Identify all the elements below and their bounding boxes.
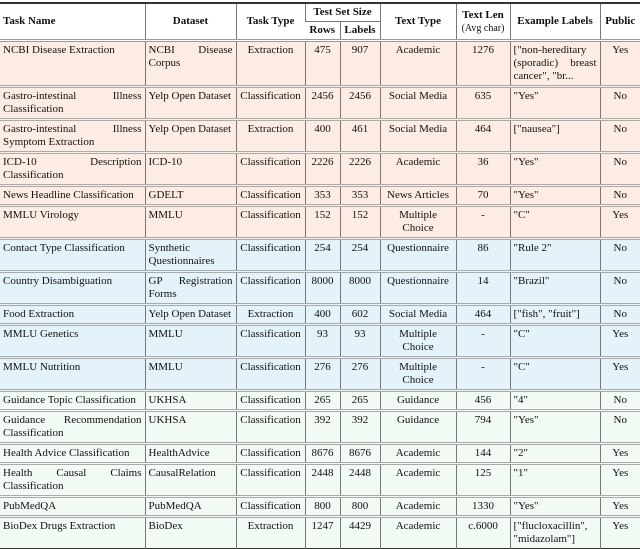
task-type-cell: Classification xyxy=(236,391,305,411)
rows-cell: 2456 xyxy=(305,87,340,120)
header-text-len-sub: (Avg char) xyxy=(461,22,505,34)
text-type-cell: Academic xyxy=(380,153,456,186)
dataset-cell: Synthetic Questionnaires xyxy=(145,239,236,272)
rows-cell: 400 xyxy=(305,305,340,325)
header-example-labels: Example Labels xyxy=(510,3,600,41)
task-type-cell: Classification xyxy=(236,358,305,391)
rows-cell: 8000 xyxy=(305,272,340,305)
public-cell: Yes xyxy=(600,358,640,391)
text-len-cell: 456 xyxy=(456,391,510,411)
text-len-cell: 70 xyxy=(456,186,510,206)
header-text-len xyxy=(456,3,510,41)
public-cell: No xyxy=(600,272,640,305)
text-type-cell: Academic xyxy=(380,41,456,87)
text-len-cell: 464 xyxy=(456,305,510,325)
example-labels-cell: ["nausea"] xyxy=(510,120,600,153)
text-len-cell: 14 xyxy=(456,272,510,305)
task-type-cell: Extraction xyxy=(236,305,305,325)
text-type-cell: Questionnaire xyxy=(380,239,456,272)
task-type-cell: Classification xyxy=(236,325,305,358)
dataset-cell: Yelp Open Dataset xyxy=(145,87,236,120)
example-labels-cell: "Brazil" xyxy=(510,272,600,305)
example-labels-cell: "Yes" xyxy=(510,186,600,206)
task-name-cell: Gastro-intestinal Illness Classification xyxy=(3,90,142,115)
text-len-cell: c.6000 xyxy=(456,517,510,549)
public-cell: Yes xyxy=(600,517,640,549)
dataset-cell: CausalRelation xyxy=(145,464,236,497)
task-name-cell: Guidance Topic Classification xyxy=(3,394,136,406)
task-name-cell: ICD-10 Description Classification xyxy=(3,156,142,181)
labels-cell: 392 xyxy=(340,411,380,444)
header-dataset: Dataset xyxy=(145,3,236,41)
table-row xyxy=(0,391,640,411)
text-len-cell: - xyxy=(456,358,510,391)
dataset-cell: MMLU xyxy=(145,358,236,391)
text-type-cell: Academic xyxy=(380,497,456,517)
example-labels-cell: "Yes" xyxy=(510,411,600,444)
task-name-cell: Health Advice Classification xyxy=(3,447,130,459)
task-name-cell: MMLU Genetics xyxy=(3,328,79,340)
rows-cell: 353 xyxy=(305,186,340,206)
dataset-cell: GDELT xyxy=(145,186,236,206)
example-labels-cell: "2" xyxy=(510,444,600,464)
text-type-cell: Academic xyxy=(380,517,456,549)
header-labels: Labels xyxy=(340,22,380,41)
header-task-name: Task Name xyxy=(3,15,56,27)
table-row xyxy=(0,444,640,464)
task-name-cell: NCBI Disease Extraction xyxy=(3,44,115,56)
example-labels-cell: "1" xyxy=(510,464,600,497)
header-text-type: Text Type xyxy=(380,3,456,41)
labels-cell: 907 xyxy=(340,41,380,87)
task-type-cell: Classification xyxy=(236,272,305,305)
labels-cell: 8676 xyxy=(340,444,380,464)
example-labels-cell: ["non-hereditary (sporadic) breast cancer", "br... xyxy=(510,41,600,87)
dataset-cell: HealthAdvice xyxy=(145,444,236,464)
example-labels-cell: "Yes" xyxy=(510,497,600,517)
text-len-cell: 635 xyxy=(456,87,510,120)
table-row xyxy=(0,41,640,87)
public-cell: No xyxy=(600,120,640,153)
rows-cell: 475 xyxy=(305,41,340,87)
text-len-cell: 794 xyxy=(456,411,510,444)
labels-cell: 2456 xyxy=(340,87,380,120)
public-cell: Yes xyxy=(600,325,640,358)
text-len-cell: 144 xyxy=(456,444,510,464)
labels-cell: 353 xyxy=(340,186,380,206)
labels-cell: 800 xyxy=(340,497,380,517)
example-labels-cell: ["fish", "fruit"] xyxy=(510,305,600,325)
labels-cell: 265 xyxy=(340,391,380,411)
labels-cell: 602 xyxy=(340,305,380,325)
dataset-cell: MMLU xyxy=(145,206,236,239)
table-row xyxy=(0,497,640,517)
text-type-cell: Guidance xyxy=(380,391,456,411)
table-row xyxy=(0,305,640,325)
task-type-cell: Classification xyxy=(236,206,305,239)
public-cell: No xyxy=(600,239,640,272)
table-row xyxy=(0,239,640,272)
rows-cell: 2448 xyxy=(305,464,340,497)
table-row xyxy=(0,206,640,239)
table-row xyxy=(0,120,640,153)
labels-cell: 2448 xyxy=(340,464,380,497)
task-name-cell: Gastro-intestinal Illness Symptom Extraction xyxy=(3,123,142,148)
rows-cell: 8676 xyxy=(305,444,340,464)
labels-cell: 4429 xyxy=(340,517,380,549)
rows-cell: 2226 xyxy=(305,153,340,186)
example-labels-cell: "4" xyxy=(510,391,600,411)
public-cell: Yes xyxy=(600,444,640,464)
task-table xyxy=(0,2,640,549)
table-row xyxy=(0,411,640,444)
rows-cell: 400 xyxy=(305,120,340,153)
rows-cell: 392 xyxy=(305,411,340,444)
public-cell: No xyxy=(600,87,640,120)
text-type-cell: Academic xyxy=(380,444,456,464)
dataset-cell: GP Registration Forms xyxy=(145,272,236,305)
public-cell: Yes xyxy=(600,206,640,239)
rows-cell: 800 xyxy=(305,497,340,517)
public-cell: Yes xyxy=(600,41,640,87)
table-row xyxy=(0,517,640,549)
labels-cell: 152 xyxy=(340,206,380,239)
table-row xyxy=(0,464,640,497)
task-name-cell: Country Disambiguation xyxy=(3,275,113,287)
example-labels-cell: "C" xyxy=(510,325,600,358)
task-type-cell: Extraction xyxy=(236,41,305,87)
text-type-cell: Social Media xyxy=(380,305,456,325)
text-type-cell: Guidance xyxy=(380,411,456,444)
labels-cell: 8000 xyxy=(340,272,380,305)
dataset-cell: MMLU xyxy=(145,325,236,358)
rows-cell: 254 xyxy=(305,239,340,272)
text-type-cell: News Articles xyxy=(380,186,456,206)
example-labels-cell: "Yes" xyxy=(510,153,600,186)
dataset-cell: PubMedQA xyxy=(145,497,236,517)
public-cell: No xyxy=(600,411,640,444)
text-type-cell: Multiple Choice xyxy=(380,206,456,239)
text-type-cell: Multiple Choice xyxy=(380,325,456,358)
text-len-cell: 86 xyxy=(456,239,510,272)
text-type-cell: Questionnaire xyxy=(380,272,456,305)
dataset-cell: BioDex xyxy=(145,517,236,549)
task-name-cell: BioDex Drugs Extraction xyxy=(3,520,116,532)
public-cell: No xyxy=(600,186,640,206)
task-type-cell: Extraction xyxy=(236,517,305,549)
text-len-cell: 36 xyxy=(456,153,510,186)
text-type-cell: Social Media xyxy=(380,87,456,120)
labels-cell: 93 xyxy=(340,325,380,358)
task-name-cell: MMLU Virology xyxy=(3,209,79,221)
dataset-cell: Yelp Open Dataset xyxy=(145,120,236,153)
table-row xyxy=(0,87,640,120)
dataset-cell: NCBI Disease Corpus xyxy=(145,41,236,87)
rows-cell: 1247 xyxy=(305,517,340,549)
task-type-cell: Classification xyxy=(236,464,305,497)
table-row xyxy=(0,272,640,305)
dataset-cell: UKHSA xyxy=(145,391,236,411)
task-type-cell: Classification xyxy=(236,186,305,206)
labels-cell: 2226 xyxy=(340,153,380,186)
example-labels-cell: "C" xyxy=(510,206,600,239)
labels-cell: 254 xyxy=(340,239,380,272)
task-name-cell: MMLU Nutrition xyxy=(3,361,81,373)
header-text-len-label: Text Len xyxy=(462,8,504,21)
task-name-cell: Guidance Recommendation Classification xyxy=(3,414,142,439)
labels-cell: 461 xyxy=(340,120,380,153)
example-labels-cell: "Yes" xyxy=(510,87,600,120)
task-name-cell: News Headline Classification xyxy=(3,189,134,201)
text-len-cell: 464 xyxy=(456,120,510,153)
public-cell: No xyxy=(600,391,640,411)
text-len-cell: 1330 xyxy=(456,497,510,517)
text-type-cell: Social Media xyxy=(380,120,456,153)
example-labels-cell: "C" xyxy=(510,358,600,391)
task-type-cell: Classification xyxy=(236,239,305,272)
header-rows: Rows xyxy=(305,22,340,41)
task-type-cell: Extraction xyxy=(236,120,305,153)
rows-cell: 276 xyxy=(305,358,340,391)
public-cell: Yes xyxy=(600,464,640,497)
task-type-cell: Classification xyxy=(236,87,305,120)
text-len-cell: 1276 xyxy=(456,41,510,87)
task-name-cell: Food Extraction xyxy=(3,308,75,320)
rows-cell: 93 xyxy=(305,325,340,358)
labels-cell: 276 xyxy=(340,358,380,391)
dataset-cell: ICD-10 xyxy=(145,153,236,186)
task-type-cell: Classification xyxy=(236,153,305,186)
rows-cell: 265 xyxy=(305,391,340,411)
task-type-cell: Classification xyxy=(236,411,305,444)
text-type-cell: Academic xyxy=(380,464,456,497)
task-type-cell: Classification xyxy=(236,444,305,464)
public-cell: Yes xyxy=(600,497,640,517)
text-len-cell: - xyxy=(456,206,510,239)
table-row xyxy=(0,186,640,206)
example-labels-cell: "Rule 2" xyxy=(510,239,600,272)
public-cell: No xyxy=(600,305,640,325)
example-labels-cell: ["flucloxacillin", "midazolam"] xyxy=(510,517,600,549)
rows-cell: 152 xyxy=(305,206,340,239)
table-row xyxy=(0,358,640,391)
table-row xyxy=(0,325,640,358)
text-len-cell: - xyxy=(456,325,510,358)
task-type-cell: Classification xyxy=(236,497,305,517)
task-name-cell: PubMedQA xyxy=(3,500,57,512)
task-name-cell: Health Causal Claims Classification xyxy=(3,467,142,492)
dataset-cell: UKHSA xyxy=(145,411,236,444)
dataset-cell: Yelp Open Dataset xyxy=(145,305,236,325)
text-type-cell: Multiple Choice xyxy=(380,358,456,391)
task-name-cell: Contact Type Classification xyxy=(3,242,125,254)
header-test-set-size: Test Set Size xyxy=(305,3,380,22)
header-public: Public xyxy=(600,3,640,41)
text-len-cell: 125 xyxy=(456,464,510,497)
header-task-type: Task Type xyxy=(236,3,305,41)
table-row xyxy=(0,153,640,186)
public-cell: No xyxy=(600,153,640,186)
